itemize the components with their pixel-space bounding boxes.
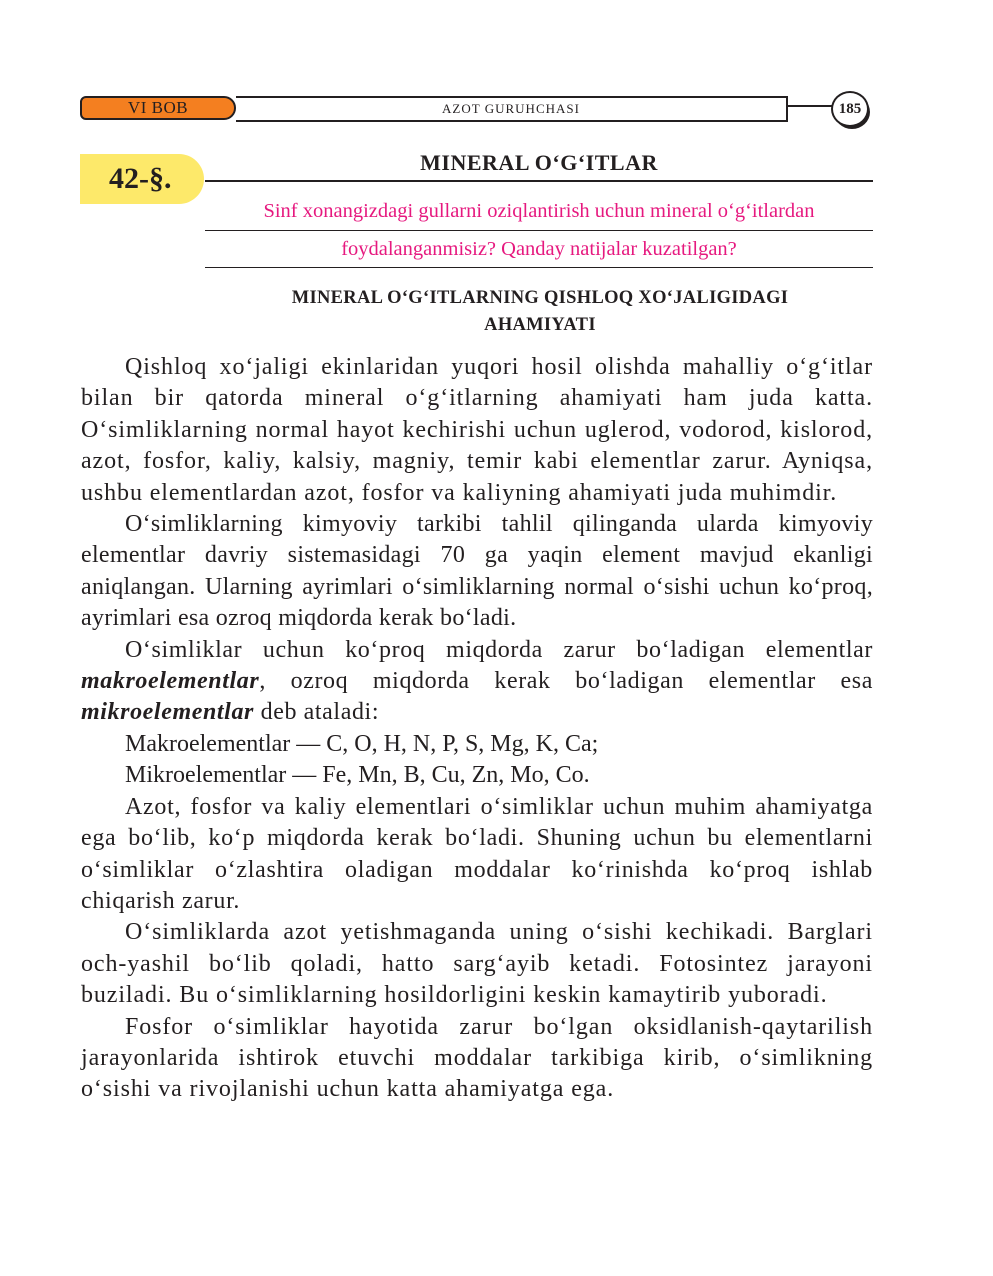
chapter-tab: VI BOB <box>80 96 236 120</box>
title-divider <box>205 180 873 182</box>
paragraph: Qishloq xo‘jaligi ekinlaridan yuqori hosil olishda mahalliy o‘g‘itlar bilan bir qatorda mineral o‘g‘itlarning ahamiyati ham juda katta. O‘simliklarning normal hayot kechirishi uchun uglerod, vodorod, kislorod, azot, fosfor, kaliy, kalsiy, magniy, temir kabi elementlar zarur. Ayniqsa, ushbu elementlardan azot, fosfor va kaliyning ahamiyati juda muhimdir. <box>81 354 873 506</box>
term-mikroelementlar: mikroelementlar <box>81 699 254 726</box>
header-connector-line <box>786 105 834 107</box>
paragraph-text: O‘simliklar uchun ko‘proq miqdorda zarur bo‘ladigan elementlar <box>125 636 873 663</box>
question-divider <box>205 230 873 231</box>
question-line-2: foydalanganmisiz? Qanday natijalar kuzatilgan? <box>341 238 737 260</box>
paragraph: Fosfor o‘simliklar hayotida zarur bo‘lgan oksidlanish-qaytarilish jarayonlarida ishtirok etuvchi moddalar tarkibiga kirib, o‘simlikning o‘sishi va rivojlanishi uchun katta ahamiyatga ega. <box>81 1013 873 1103</box>
subheading <box>160 285 920 339</box>
body-text <box>81 352 873 1106</box>
paragraph: O‘simliklarning kimyoviy tarkibi tahlil qilinganda ularda kimyoviy elementlar davriy sistemasidagi 70 ga yaqin element mavjud ekanligi aniqlangan. Ularning ayrimlari o‘simliklarning normal o‘sishi uchun ko‘proq, ayrimlari esa ozroq miqdorda kerak bo‘ladi. <box>81 511 873 632</box>
question-divider <box>205 267 873 268</box>
paragraph-text: , ozroq miqdorda kerak bo‘ladigan elementlar esa <box>259 668 873 695</box>
section-title: MINERAL O‘G‘ITLAR <box>420 150 658 175</box>
running-title: AZOT GURUHCHASI <box>236 96 788 122</box>
microelements-line: Mikroelementlar — Fe, Mn, B, Cu, Zn, Mo, Co. <box>125 762 590 789</box>
paragraph <box>81 635 873 729</box>
subheading-line-1: MINERAL O‘G‘ITLARNING QISHLOQ XO‘JALIGIDAGI <box>291 288 789 308</box>
page-number: 185 <box>831 91 869 127</box>
subheading-line-2: AHAMIYATI <box>484 315 596 335</box>
term-makroelementlar: makroelementlar <box>81 668 260 695</box>
section-number-badge: 42-§. <box>80 154 204 204</box>
macroelements-line: Makroelementlar — C, O, H, N, P, S, Mg, K, Ca; <box>125 730 599 757</box>
paragraph: Azot, fosfor va kaliy elementlari o‘simliklar uchun muhim ahamiyatga ega bo‘lib, ko‘p miqdorda kerak bo‘ladi. Shuning uchun bu elementlarni o‘simliklar o‘zlashtira oladigan moddalar ko‘rinishda ko‘proq ishlab chiqarish zarur. <box>81 793 873 914</box>
paragraph-text: deb ataladi: <box>254 699 380 726</box>
paragraph: O‘simliklarda azot yetishmaganda uning o‘sishi kechikadi. Barglari och-yashil bo‘lib qoladi, hatto sarg‘ayib ketadi. Fotosintez jarayoni buziladi. Bu o‘simliklarning hosildorligini keskin kamaytirib yuboradi. <box>81 919 873 1009</box>
question-line-1: Sinf xonangizdagi gullarni oziqlantirish uchun mineral o‘g‘itlardan <box>263 200 815 222</box>
